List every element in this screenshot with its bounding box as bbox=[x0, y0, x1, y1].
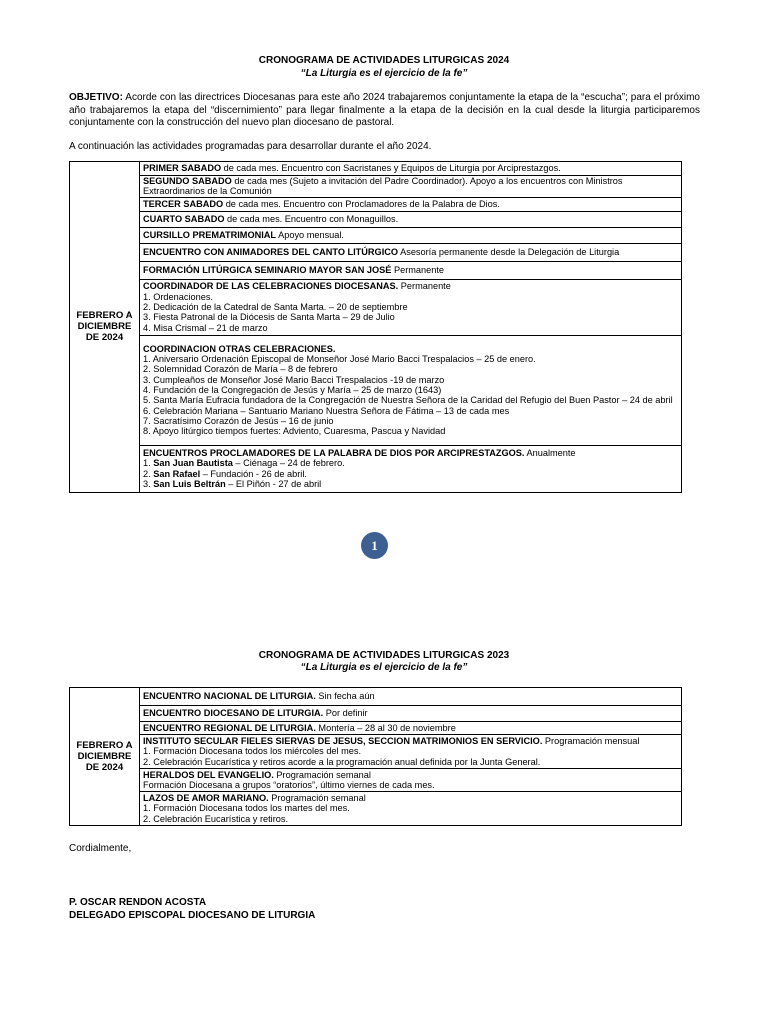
activity-sub-item: Formación Diocesana a grupos “oratorios”, último viernes de cada mes. bbox=[143, 780, 435, 790]
section1-title: CRONOGRAMA DE ACTIVIDADES LITURGICAS 2024 bbox=[258, 55, 510, 66]
activity-detail: de cada mes. Encuentro con Proclamadores de la Palabra de Dios. bbox=[223, 198, 500, 209]
objective-paragraph bbox=[69, 92, 700, 130]
sub-item-detail: – El Piñón - 27 de abril bbox=[225, 478, 322, 489]
activity-label: CUARTO SABADO bbox=[143, 213, 225, 224]
activity-cell bbox=[140, 176, 682, 198]
activity-detail: Programación semanal bbox=[268, 793, 366, 804]
sub-item-name: San Luis Beltrán bbox=[153, 478, 226, 489]
activity-sub-item: 1. Ordenaciones. bbox=[143, 291, 213, 302]
activity-sub-item: 6. Celebración Mariana – Santuario Mariano Nuestra Señora de Fátima – 13 de cada mes bbox=[143, 405, 510, 416]
activity-sub-item: 1. Formación Diocesana todos los martes del mes. bbox=[143, 803, 350, 814]
activity-sub-item: 8. Apoyo litúrgico tiempos fuertes: Adviento, Cuaresma, Pascua y Navidad bbox=[143, 426, 446, 437]
schedule-row bbox=[70, 445, 682, 492]
schedule-row bbox=[70, 176, 682, 198]
activity-label: TERCER SABADO bbox=[143, 198, 224, 209]
activity-heading bbox=[143, 199, 678, 209]
activity-sub-item bbox=[143, 469, 678, 479]
activity-label: LAZOS DE AMOR MARIANO. bbox=[143, 793, 269, 804]
activity-heading bbox=[143, 214, 678, 224]
activity-cell bbox=[140, 769, 682, 792]
schedule-table-2024 bbox=[69, 161, 682, 493]
sub-item-detail: – Ciénaga – 24 de febrero. bbox=[232, 458, 345, 469]
signature-role: DELEGADO EPISCOPAL DIOCESANO DE LITURGIA bbox=[69, 909, 316, 921]
activity-label: INSTITUTO SECULAR FIELES SIERVAS DE JESUS, SECCION MATRIMONIOS EN SERVICIO. bbox=[143, 736, 543, 747]
activity-sub-item: 7. Sacratísimo Corazón de Jesús – 16 de junio bbox=[143, 415, 334, 426]
activity-cell bbox=[140, 261, 682, 279]
activity-sub-item: 1. Aniversario Ordenación Episcopal de Monseñor José Mario Bacci Trespalacios – 25 de enero. bbox=[143, 354, 536, 365]
schedule-row bbox=[70, 722, 682, 735]
activity-cell bbox=[140, 279, 682, 335]
sub-item-name: San Juan Bautista bbox=[153, 458, 233, 469]
activity-label: CURSILLO PREMATRIMONIAL bbox=[143, 229, 277, 240]
activity-detail: Montería – 28 al 30 de noviembre bbox=[315, 722, 456, 733]
objective-label: OBJETIVO: bbox=[69, 92, 123, 103]
activity-detail: Permanente bbox=[391, 264, 445, 275]
activity-heading bbox=[143, 163, 678, 173]
schedule-row bbox=[70, 769, 682, 792]
sub-item-detail: – Fundación - 26 de abril. bbox=[200, 468, 307, 479]
activity-detail: de cada mes. Encuentro con Sacristanes y Equipos de Liturgia por Arciprestazgos. bbox=[221, 163, 561, 174]
intro-paragraph: A continuación las actividades programadas para desarrollar durante el año 2024. bbox=[69, 141, 432, 152]
activity-cell bbox=[140, 211, 682, 227]
schedule-row bbox=[70, 261, 682, 279]
schedule-row bbox=[70, 227, 682, 243]
activity-heading bbox=[143, 770, 678, 780]
activity-sub-item: 5. Santa María Eufracia fundadora de la Congregación de Nuestra Señora de la Caridad del Refugio del Buen Pastor – 24 de abril bbox=[143, 395, 673, 406]
period-cell: FEBRERO A DICIEMBRE DE 2024 bbox=[70, 162, 140, 493]
activity-heading bbox=[143, 793, 678, 803]
page-number-badge: 1 bbox=[361, 532, 388, 559]
activity-heading bbox=[143, 691, 678, 701]
schedule-row bbox=[70, 688, 682, 706]
activity-sub-item: 2. Celebración Eucarística y retiros acorde a la programación anual definida por la Junta General. bbox=[143, 756, 541, 767]
section1-subtitle: “La Liturgia es el ejercicio de la fe” bbox=[300, 68, 468, 79]
activity-heading bbox=[143, 736, 678, 746]
activity-cell bbox=[140, 227, 682, 243]
activity-sub-item: 2. Dedicación de la Catedral de Santa Marta. – 20 de septiembre bbox=[143, 301, 408, 312]
activity-detail: Programación semanal bbox=[273, 769, 371, 780]
activity-sub-item bbox=[143, 479, 678, 489]
activity-cell bbox=[140, 162, 682, 176]
activity-detail: de cada mes (Sujeto a invitación del Padre Coordinador). Apoyo a los encuentros con Ministros Extraordinarios de la Comunión bbox=[143, 176, 623, 197]
activity-sub-item: 1. Formación Diocesana todos los miércoles del mes. bbox=[143, 746, 362, 757]
activity-cell bbox=[140, 688, 682, 706]
activity-label: FORMACIÓN LITÚRGICA SEMINARIO MAYOR SAN JOSÉ bbox=[143, 264, 392, 275]
section2-subtitle: “La Liturgia es el ejercicio de la fe” bbox=[300, 662, 468, 673]
activity-heading bbox=[143, 265, 678, 275]
sub-item-number: 2. bbox=[143, 468, 154, 479]
activity-cell bbox=[140, 792, 682, 826]
activity-cell bbox=[140, 243, 682, 261]
period-cell: FEBRERO A DICIEMBRE DE 2024 bbox=[70, 688, 140, 826]
activity-detail: Sin fecha aún bbox=[315, 691, 375, 702]
activity-sub-item: 2. Celebración Eucarística y retiros. bbox=[143, 813, 289, 824]
activity-cell bbox=[140, 722, 682, 735]
schedule-row bbox=[70, 197, 682, 211]
activity-heading bbox=[143, 708, 678, 718]
section2-title: CRONOGRAMA DE ACTIVIDADES LITURGICAS 2023 bbox=[258, 650, 510, 661]
sub-item-number: 1. bbox=[143, 458, 154, 469]
activity-label: PRIMER SABADO bbox=[143, 163, 222, 174]
sub-item-number: 3. bbox=[143, 478, 154, 489]
activity-label: ENCUENTRO DIOCESANO DE LITURGIA. bbox=[143, 708, 324, 719]
activity-sub-item: 3. Fiesta Patronal de la Diócesis de Santa Marta – 29 de Julio bbox=[143, 312, 395, 323]
activity-sub-item: 3. Cumpleaños de Monseñor José Mario Bacci Trespalacios -19 de marzo bbox=[143, 374, 445, 385]
activity-heading bbox=[143, 344, 678, 354]
activity-label: SEGUNDO SABADO bbox=[143, 176, 232, 186]
activity-label: COORDINADOR DE LAS CELEBRACIONES DIOCESANAS. bbox=[143, 281, 399, 292]
activity-detail: Asesoría permanente desde la Delegación de Liturgia bbox=[398, 246, 620, 257]
activity-detail: Por definir bbox=[323, 708, 368, 719]
activity-label: ENCUENTRO REGIONAL DE LITURGIA. bbox=[143, 722, 316, 733]
activity-label: COORDINACION OTRAS CELEBRACIONES. bbox=[143, 343, 336, 354]
activity-label: HERALDOS DEL EVANGELIO. bbox=[143, 769, 274, 780]
activity-cell bbox=[140, 735, 682, 769]
schedule-row bbox=[70, 792, 682, 826]
schedule-row bbox=[70, 335, 682, 445]
activity-sub-item: 2. Solemnidad Corazón de María – 8 de febrero bbox=[143, 364, 338, 375]
schedule-row bbox=[70, 735, 682, 769]
activity-detail: Permanente bbox=[398, 281, 451, 292]
activity-heading bbox=[143, 230, 678, 240]
activity-heading bbox=[143, 176, 678, 197]
activity-cell bbox=[140, 197, 682, 211]
activity-cell bbox=[140, 445, 682, 492]
signature-block bbox=[69, 897, 315, 922]
activity-label: ENCUENTROS PROCLAMADORES DE LA PALABRA DE DIOS POR ARCIPRESTAZGOS. bbox=[143, 448, 525, 458]
activity-sub-item: 4. Misa Crismal – 21 de marzo bbox=[143, 322, 268, 333]
activity-heading bbox=[143, 247, 678, 257]
activity-detail: Anualmente bbox=[524, 448, 576, 458]
activity-cell bbox=[140, 706, 682, 722]
activity-heading bbox=[143, 281, 678, 291]
activity-label: ENCUENTRO CON ANIMADORES DEL CANTO LITÚRGICO bbox=[143, 246, 399, 257]
schedule-row bbox=[70, 243, 682, 261]
activity-sub-item: 4. Fundación de la Congregación de Jesús y María – 25 de marzo (1643) bbox=[143, 384, 442, 395]
schedule-row bbox=[70, 211, 682, 227]
activity-detail: de cada mes. Encuentro con Monaguillos. bbox=[224, 213, 399, 224]
activity-label: ENCUENTRO NACIONAL DE LITURGIA. bbox=[143, 691, 316, 702]
schedule-table-2023 bbox=[69, 687, 682, 826]
activity-heading bbox=[143, 448, 678, 458]
closing-text: Cordialmente, bbox=[69, 843, 132, 854]
schedule-row bbox=[70, 162, 682, 176]
sub-item-name: San Rafael bbox=[153, 468, 201, 479]
objective-text: Acorde con las directrices Diocesanas para este año 2024 trabajaremos conjuntamente la etapa de la “escucha”; para el próximo año trabajaremos la etapa del “discernimiento” para llegar finalmente a la etapa de la decisión en la cual desde la liturgia participaremos conjuntamente con la construcción del nuevo plan diocesano de pastoral. bbox=[69, 92, 700, 129]
activity-detail: Programación mensual bbox=[542, 736, 640, 747]
signature-name: P. OSCAR RENDON ACOSTA bbox=[69, 897, 207, 908]
schedule-row bbox=[70, 706, 682, 722]
activity-cell bbox=[140, 335, 682, 445]
schedule-row bbox=[70, 279, 682, 335]
activity-detail: Apoyo mensual. bbox=[276, 229, 344, 240]
activity-sub-item bbox=[143, 458, 678, 468]
activity-heading bbox=[143, 723, 678, 733]
